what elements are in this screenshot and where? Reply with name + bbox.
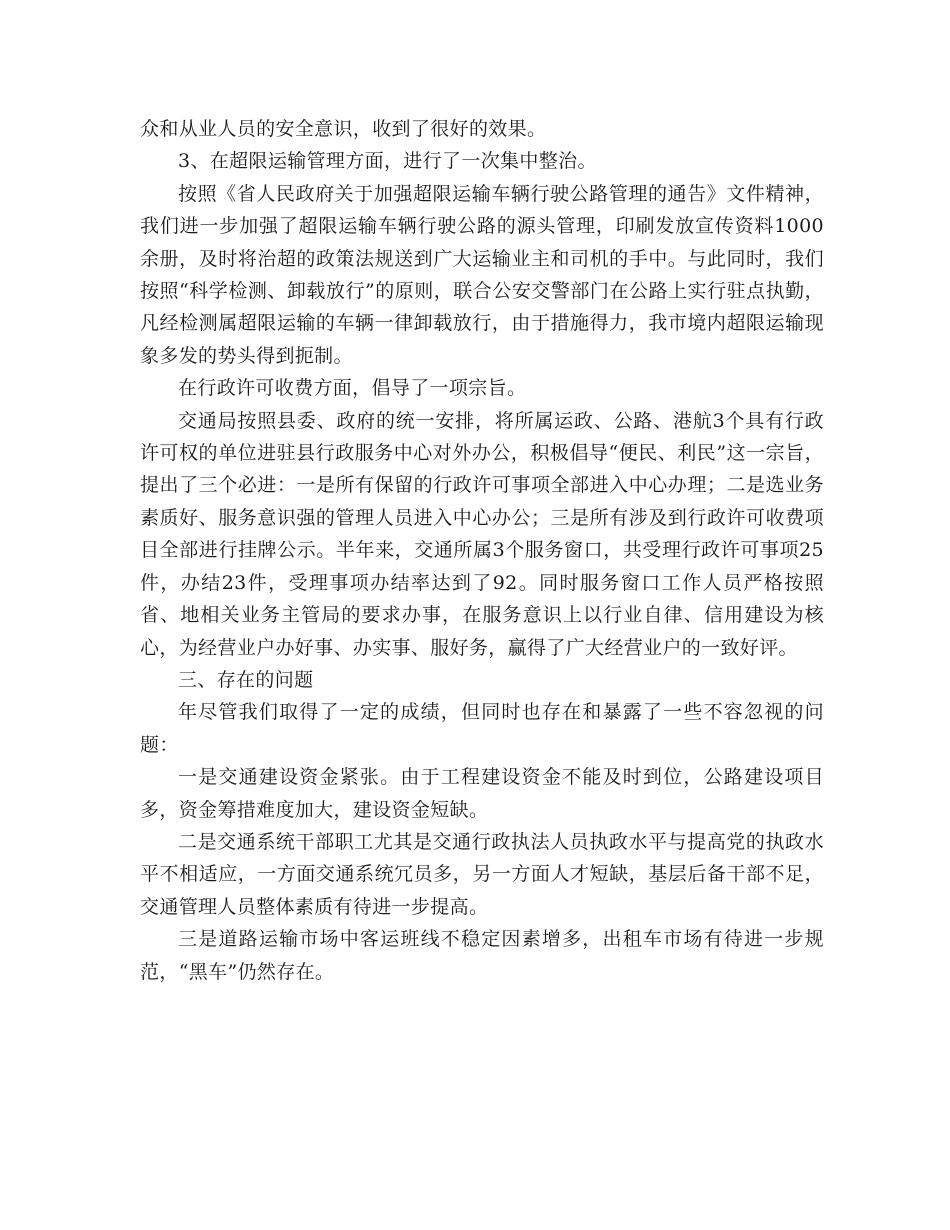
paragraph-heading-admin-license: 在行政许可收费方面，倡导了一项宗旨。 <box>178 377 527 400</box>
paragraph-continuation: 众和从业人员的安全意识，收到了很好的效果。 <box>140 118 547 140</box>
paragraph-admin-service-center: 交通局按照县委、政府的统一安排，将所属运政、公路、港航3个具有行政许可权的单位进驻县行政服务中心对外办公，积极倡导“便民、利民”这一宗旨，提出了三个必进：一是所有保留的行政许可事项全部进入中心办理；二是选业务素质好、服务意识强的管理人员进入中心办公；三是所有涉及到行政许可收费项目全部进行挂牌公示。半年来，交通所属3个服务窗口，共受理行政许可事项25件，办结23件，受理事项办结率达到了92。同时服务窗口工作人员严格按照省、地相关业务主管局的要求办事，在服务意识上以行业自律、信用建设为核心，为经营业户办好事、办实事、服好务，赢得了广大经营业户的一致好评。 <box>140 409 824 659</box>
paragraph-problem-two: 二是交通系统干部职工尤其是交通行政执法人员执政水平与提高党的执政水平不相适应，一方面交通系统冗员多，另一方面人才短缺，基层后备干部不足，交通管理人员整体素质有待进一步提高。 <box>140 830 824 918</box>
paragraph-problem-one: 一是交通建设资金紧张。由于工程建设资金不能及时到位，公路建设项目多，资金筹措难度加大，建设资金短缺。 <box>140 766 824 821</box>
paragraph-overload-measures: 按照《省人民政府关于加强超限运输车辆行驶公路管理的通告》文件精神，我们进一步加强了超限运输车辆行驶公路的源头管理，印刷发放宣传资料1000余册，及时将治超的政策法规送到广大运输业主和司机的手中。与此同时，我们按照“科学检测、卸载放行”的原则，联合公安交警部门在公路上实行驻点执勤，凡经检测属超限运输的车辆一律卸载放行，由于措施得力，我市境内超限运输现象多发的势头得到扼制。 <box>140 182 824 367</box>
paragraph-problems-intro: 年尽管我们取得了一定的成绩，但同时也存在和暴露了一些不容忽视的问题： <box>140 701 824 756</box>
document-body <box>140 113 824 988</box>
paragraph-heading-overload-transport: 3、在超限运输管理方面，进行了一次集中整治。 <box>178 150 597 173</box>
paragraph-problem-three: 三是道路运输市场中客运班线不稳定因素增多，出租车市场有待进一步规范，“黑车”仍然存在。 <box>140 928 824 983</box>
paragraph-heading-problems: 三、存在的问题 <box>178 668 314 691</box>
